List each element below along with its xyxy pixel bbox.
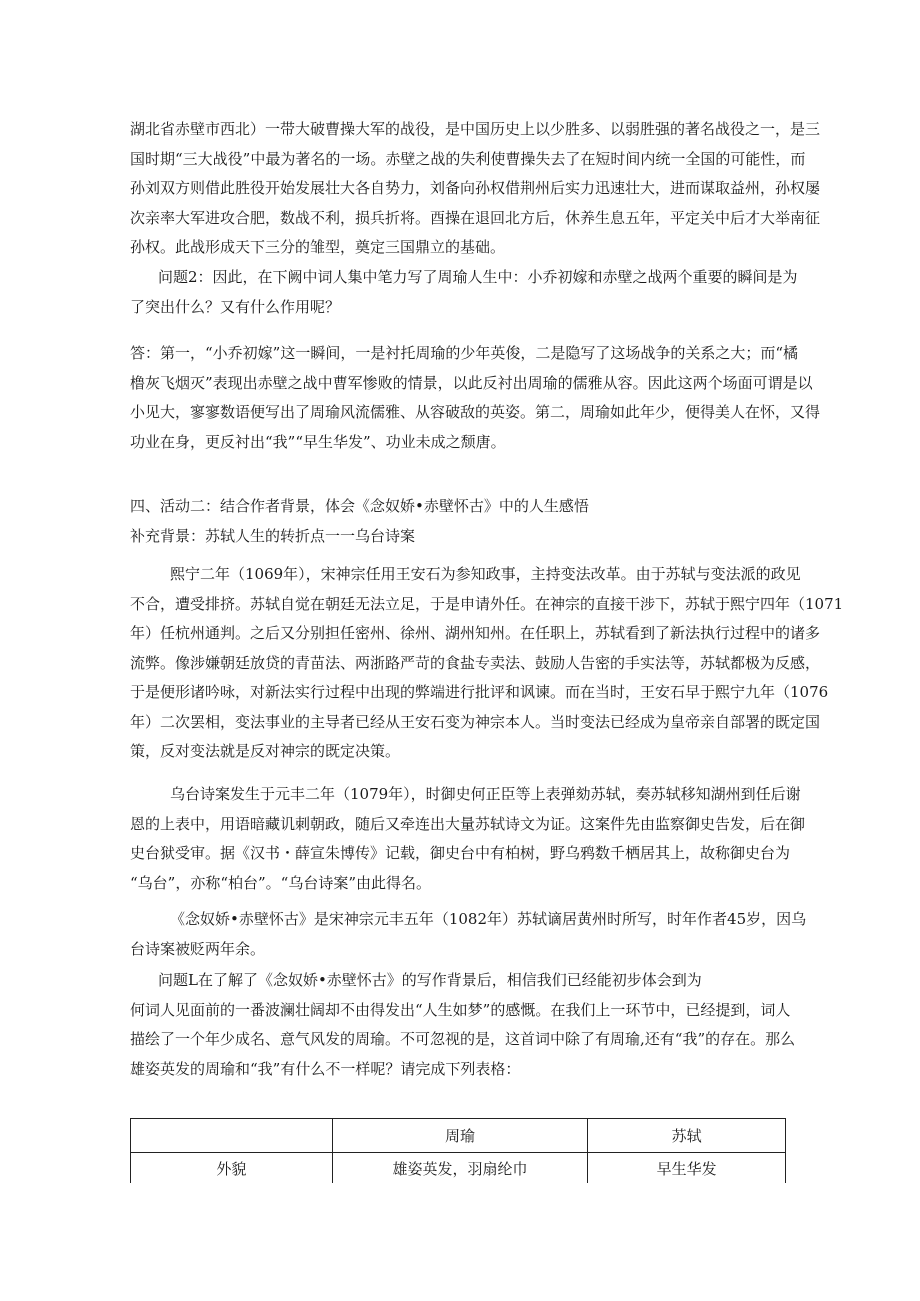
table-row	[131, 1153, 786, 1184]
table-header-cell: 苏轼	[588, 1119, 786, 1153]
text-line: 了突出什么？又有什么作用呢？	[130, 297, 341, 316]
intro-paragraph	[130, 115, 821, 263]
text-line: 小见大，寥寥数语便写出了周瑜风流儒雅、从容破敌的英姿。第二，周瑜如此年少，便得美人在怀，又得	[130, 403, 821, 421]
table-cell: 雄姿英发，羽扇纶巾	[332, 1153, 588, 1184]
text-line: 问题2：因此，在下阙中词人集中笔力写了周瑜人生中：小乔初嫁和赤壁之战两个重要的瞬间是为	[158, 268, 798, 286]
text-line: 流弊。像涉嫌朝廷放贷的青苗法、两浙路严苛的食盐专卖法、鼓励人告密的手实法等，苏轼都极为反感，	[130, 653, 821, 672]
text-line: 恩的上表中，用语暗藏讥刺朝政，随后又牵连出大量苏轼诗文为证。这案件先由监察御史告发，后在御	[130, 814, 806, 833]
background-heading: 补充背景：苏轼人生的转折点一一乌台诗案	[130, 526, 416, 545]
xining-paragraph	[130, 560, 844, 767]
question-2	[130, 263, 810, 322]
text-line: 国时期“三大战役”中最为著名的一场。赤壁之战的失利使曹操失去了在短时间内统一全国的可能性，而	[130, 149, 806, 168]
table-header-cell	[131, 1119, 333, 1153]
table-header-row	[131, 1119, 786, 1153]
text-line: 不合，遭受排挤。苏轼自觉在朝廷无法立足，于是申请外任。在神宗的直接干涉下，苏轼于熙宁四年（1071	[130, 594, 844, 613]
text-line: 孙权。此战形成天下三分的雏型，奠定三国鼎立的基础。	[130, 238, 506, 256]
text-line: 橹灰飞烟灭”表现出赤壁之战中曹军惨败的情景，以此反衬出周瑜的儒雅从容。因此这两个场面可谓是以	[130, 373, 813, 392]
section-4-heading	[130, 492, 810, 551]
text-line: 《念奴娇•赤壁怀古》是宋神宗元丰五年（1082年）苏轼谪居黄州时所写，时年作者45岁，因乌	[170, 910, 807, 928]
niannujiao-paragraph	[130, 905, 810, 964]
wutai-paragraph	[130, 780, 810, 898]
text-line: 年）任杭州通判。之后又分别担任密州、徐州、湖州知州。在任职上，苏轼看到了新法执行过程中的诸多	[130, 624, 821, 642]
table-header-cell: 周瑜	[332, 1119, 588, 1153]
text-line: 熙宁二年（1069年），宋神宗任用王安石为参知政事，主持变法改革。由于苏轼与变法派的政见	[170, 565, 801, 583]
text-line: 雄姿英发的周瑜和“我”有什么不一样呢？请完成下列表格：	[130, 1059, 521, 1078]
text-line: 功业在身，更反衬出“我”“早生华发”、功业未成之颓唐。	[130, 432, 506, 451]
text-line: 孙刘双方则借此胜役开始发展壮大各自势力，刘备向孙权借荆州后实力迅速壮大，进而谋取益州，孙权屡	[130, 179, 821, 197]
text-line: “乌台”，亦称“柏台”。“乌台诗案”由此得名。	[130, 873, 432, 892]
text-line: 年）二次罢相，变法事业的主导者已经从王安石变为神宗本人。当时变法已经成为皇帝亲自部署的既定国	[130, 712, 821, 731]
text-line: 史台狱受审。据《汉书・薛宣朱博传》记载，御史台中有柏树，野乌鸦数千栖居其上，故称御史台为	[130, 844, 791, 862]
comparison-table	[130, 1118, 786, 1183]
text-line: 湖北省赤壁市西北）一带大破曹操大军的战役，是中国历史上以少胜多、以弱胜强的著名战役之一，是三	[130, 120, 821, 138]
text-line: 台诗案被贬两年余。	[130, 939, 266, 958]
text-line: 次亲率大军进攻合肥，数战不利，损兵折将。酉操在退回北方后，休养生息五年，平定关中后才大举南征	[130, 208, 821, 227]
table-cell: 早生华发	[588, 1153, 786, 1184]
question-1	[130, 966, 810, 1084]
text-line: 答：第一，“小乔初嫁”这一瞬间，一是衬托周瑜的少年英俊，二是隐写了这场战争的关系之大；而“橘	[130, 344, 799, 362]
text-line: 乌台诗案发生于元丰二年（1079年），时御史何正臣等上表弹劾苏轼，奏苏轼移知湖州到任后谢	[170, 785, 801, 803]
text-line: 描绘了一个年少成名、意气风发的周瑜。不可忽视的是，这首词中除了有周瑜,还有“我”的存在。那么	[130, 1030, 796, 1048]
text-line: 问题L在了解了《念奴娇•赤壁怀古》的写作背景后，相信我们已经能初步体会到为	[158, 971, 702, 989]
answer-paragraph	[130, 339, 821, 457]
section-heading: 四、活动二：结合作者背景，体会《念奴娇•赤壁怀古》中的人生感悟	[130, 497, 589, 515]
table-cell: 外貌	[131, 1153, 333, 1184]
text-line: 策，反对变法就是反对神宗的既定决策。	[130, 742, 401, 760]
text-line: 何词人见面前的一番波澜壮阔却不由得发出“人生如梦”的感慨。在我们上一环节中，已经提到，词人	[130, 1000, 791, 1019]
text-line: 于是便形诸吟咏，对新法实行过程中出现的弊端进行批评和讽谏。而在当时，王安石早于熙宁九年（1076	[130, 683, 829, 701]
